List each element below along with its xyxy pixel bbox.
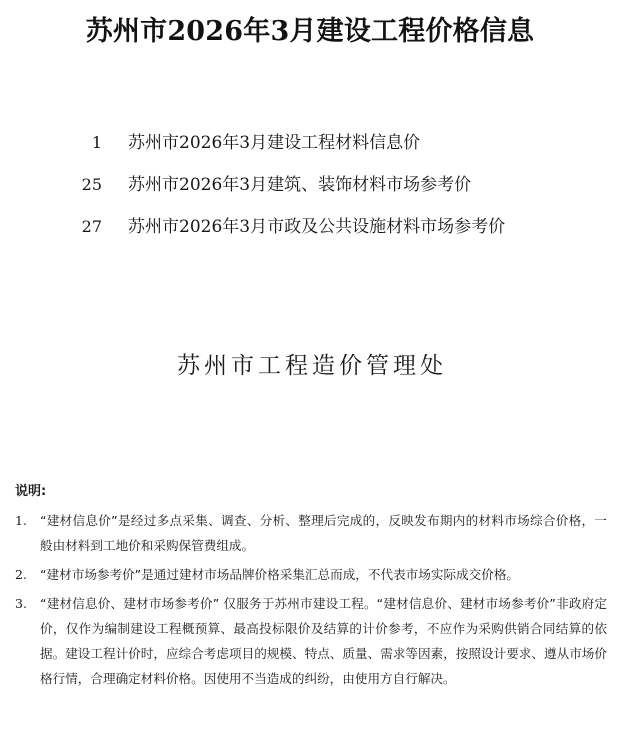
note-item bbox=[15, 591, 607, 691]
toc-page-number: 1 bbox=[91, 133, 102, 152]
toc-entry-title: 苏州市2026年3月建设工程材料信息价 bbox=[128, 133, 421, 153]
toc-entry-title: 苏州市2026年3月建筑、装饰材料市场参考价 bbox=[128, 175, 472, 195]
note-number: 3. bbox=[15, 596, 27, 611]
note-item bbox=[15, 508, 607, 558]
issuing-organization: 苏州市工程造价管理处 bbox=[177, 353, 447, 379]
page-title: 苏州市2026年3月建设工程价格信息 bbox=[85, 16, 535, 47]
notes-label: 说明: bbox=[15, 484, 47, 499]
toc-page-number: 27 bbox=[81, 217, 102, 236]
note-text: “建材市场参考价”是通过建材市场品牌价格采集汇总而成，不代表市场实际成交价格。 bbox=[40, 567, 520, 582]
table-of-contents bbox=[0, 132, 620, 258]
toc-entry[interactable] bbox=[0, 216, 620, 258]
toc-entry[interactable] bbox=[0, 132, 620, 174]
note-number: 2. bbox=[15, 567, 27, 582]
notes-section bbox=[15, 480, 607, 691]
note-text: “建材信息价、建材市场参考价” 仅服务于苏州市建设工程。“建材信息价、建材市场参考价”非政府定价，仅作为编制建设工程概预算、最高投标限价及结算的计价参考，不应作为采购供销合同结算的依据。建设工程计价时，应综合考虑项目的规模、特点、质量、需求等因素，按照设计要求、遵从市场价格行情，合理确定材料价格。因使用不当造成的纠纷，由使用方自行解决。 bbox=[40, 596, 607, 686]
note-text: “建材信息价”是经过多点采集、调查、分析、整理后完成的，反映发布期内的材料市场综合价格，一般由材料到工地价和采购保管费组成。 bbox=[40, 513, 607, 553]
note-item bbox=[15, 562, 607, 587]
toc-entry[interactable] bbox=[0, 174, 620, 216]
toc-page-number: 25 bbox=[81, 175, 102, 194]
note-number: 1. bbox=[15, 513, 27, 528]
toc-entry-title: 苏州市2026年3月市政及公共设施材料市场参考价 bbox=[128, 217, 506, 237]
